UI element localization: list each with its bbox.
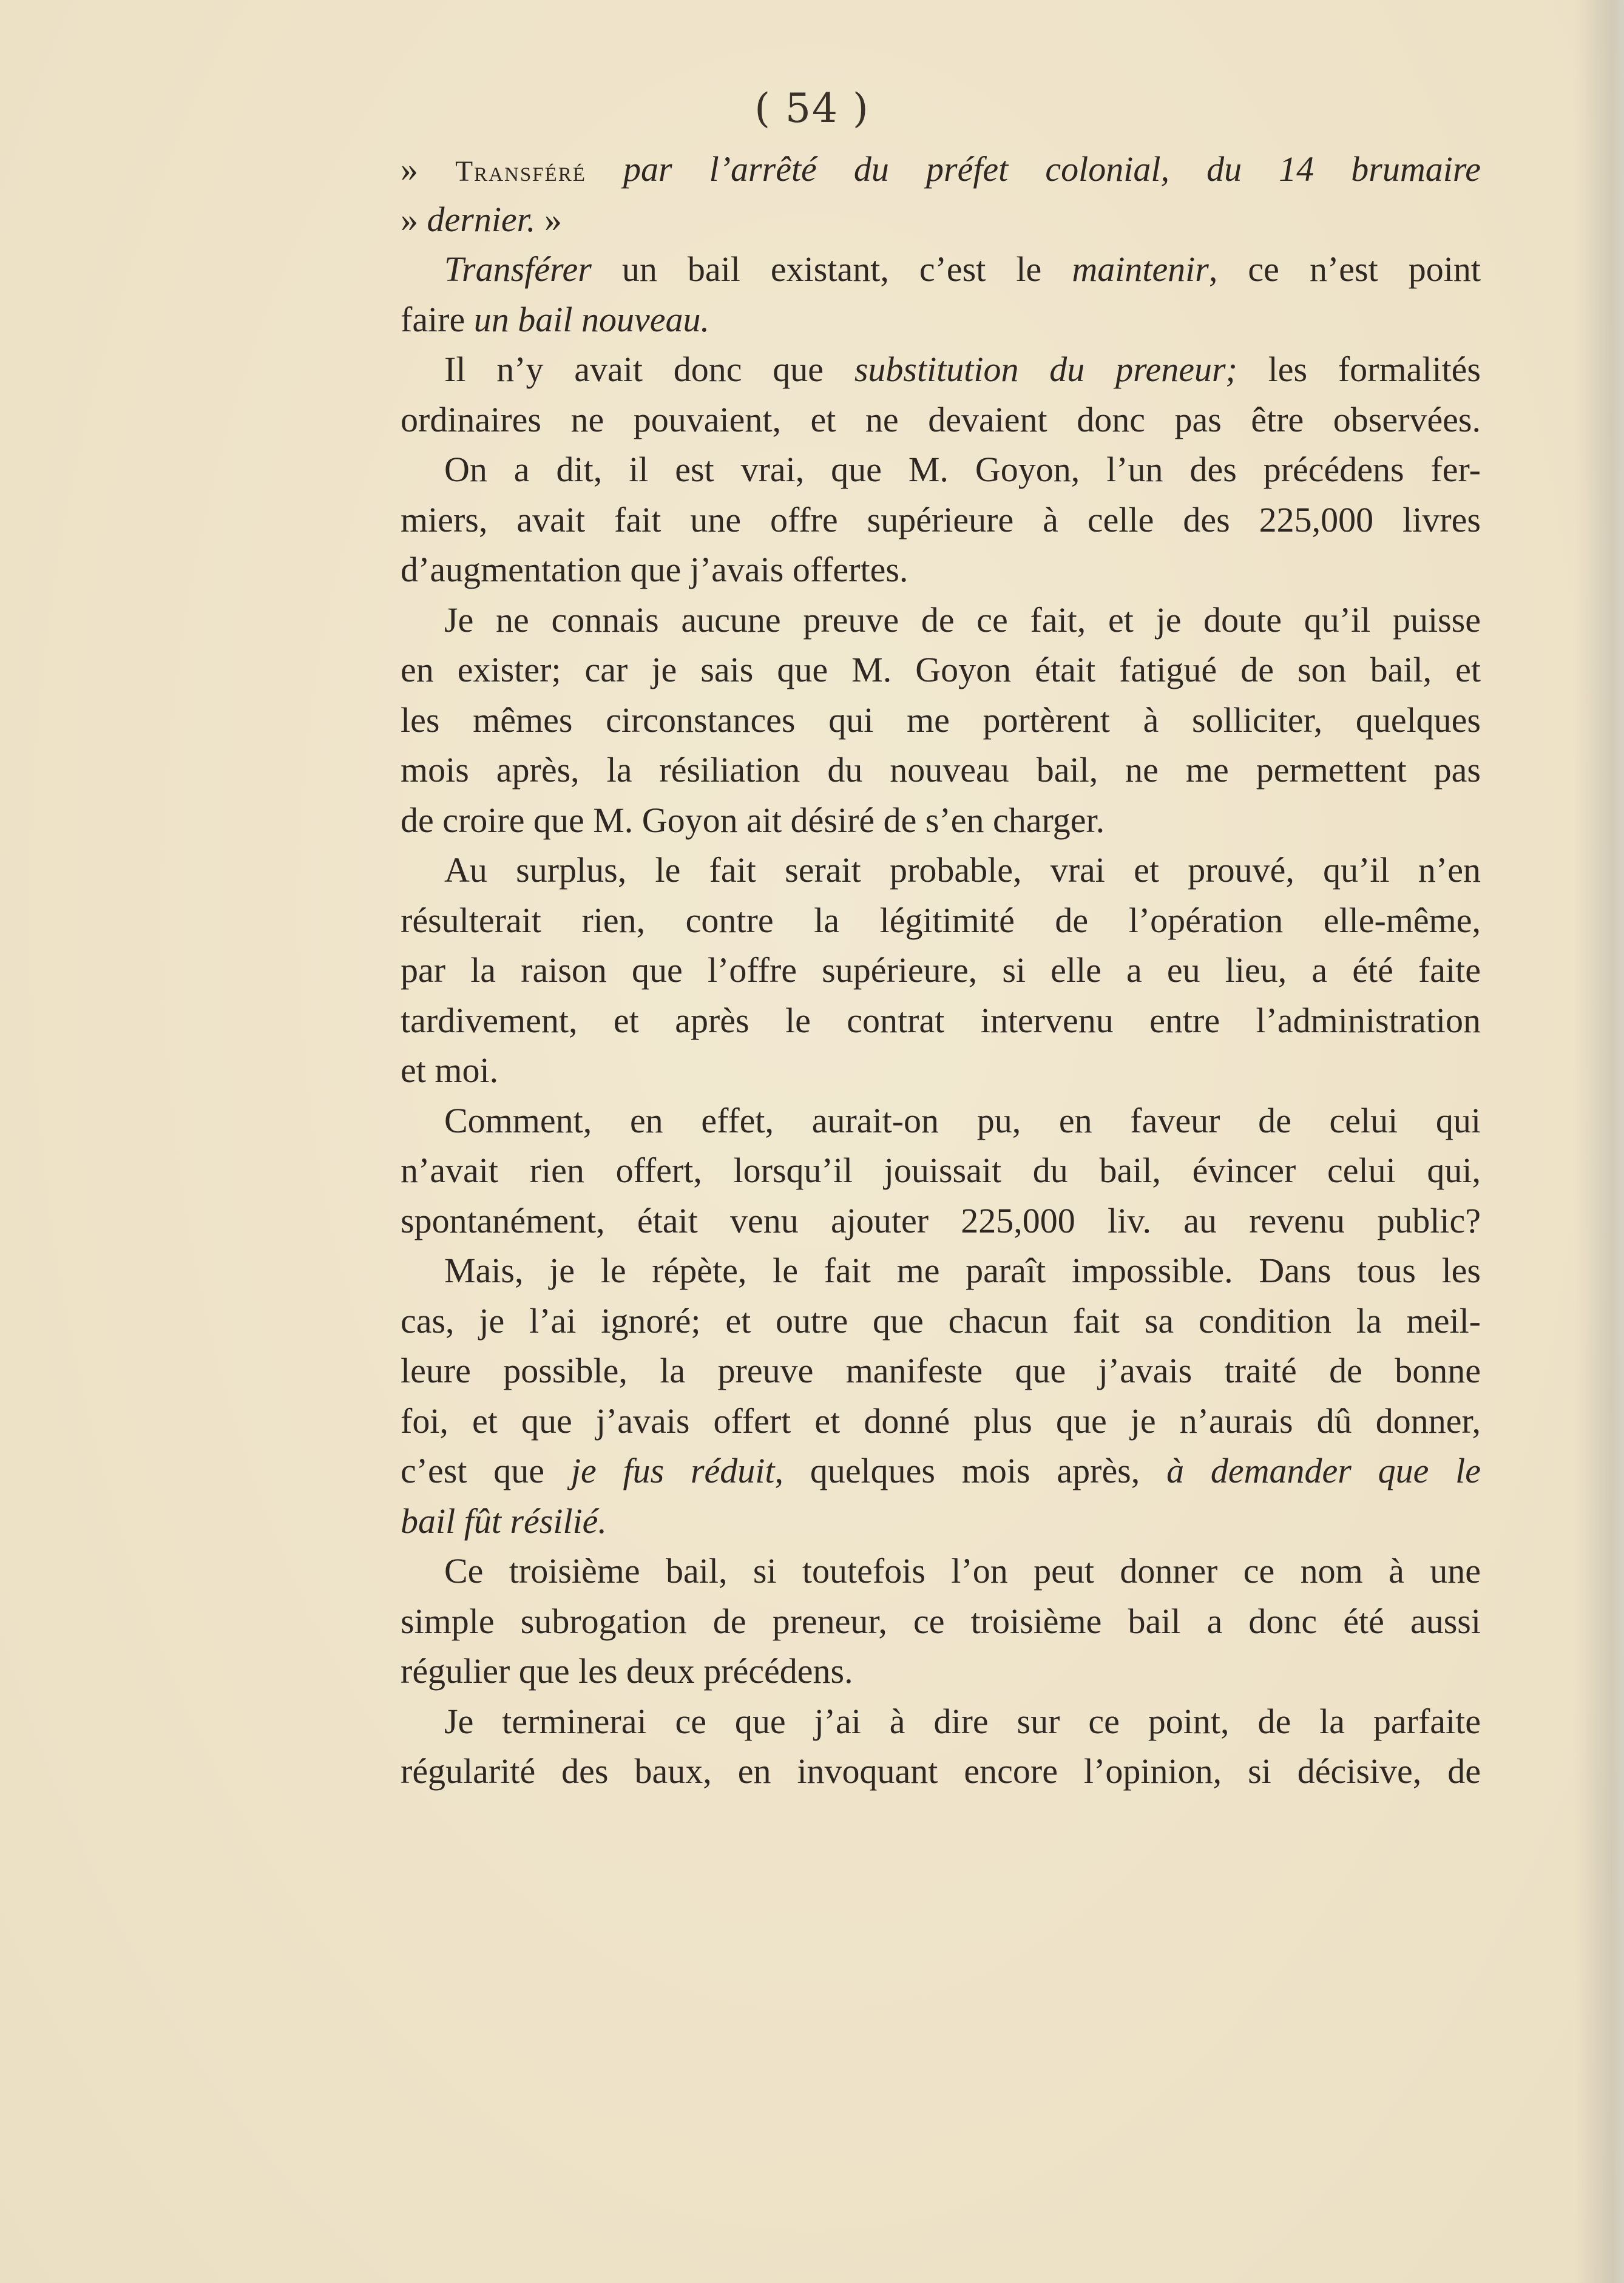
text-segment: foi, et que j’avais offert et donné plus que je n’aurais dû donner,: [401, 1401, 1481, 1441]
text-segment: de croire que M. Goyon ait désiré de s’en charger.: [401, 800, 1105, 840]
text-line: [401, 695, 1481, 746]
text-segment: »: [401, 199, 427, 239]
text-segment: miers, avait fait une offre supérieure à celle des 225,000 livres: [401, 499, 1481, 539]
text-segment: n’avait rien offert, lorsqu’il jouissait du bail, évincer celui qui,: [401, 1151, 1481, 1190]
text-segment: les mêmes circonstances qui me portèrent à solliciter, quelques: [401, 700, 1481, 740]
text-line: [401, 495, 1481, 546]
text-segment: »: [535, 199, 562, 239]
text-line: [401, 896, 1481, 946]
text-segment: les formalités: [1237, 350, 1481, 389]
text-line: [401, 1446, 1481, 1497]
italic-text: à demander que le: [1166, 1451, 1481, 1490]
text-segment: Ce troisième bail, si toutefois l’on peut donner ce nom à une: [444, 1551, 1481, 1591]
text-line: [401, 1646, 1481, 1697]
page-number: ( 54 ): [754, 85, 870, 132]
text-line: [401, 345, 1481, 395]
text-line: [401, 1146, 1481, 1196]
italic-text: Transférer: [444, 249, 592, 289]
text-line: [401, 245, 1481, 295]
text-line: [401, 1296, 1481, 1347]
text-segment: , quelques mois après,: [774, 1451, 1167, 1490]
text-segment: leure possible, la preuve manifeste que j’avais traité de bonne: [401, 1351, 1481, 1390]
text-segment: cas, je l’ai ignoré; et outre que chacun fait sa condition la meil-: [401, 1300, 1481, 1341]
text-line: [401, 395, 1481, 445]
text-segment: , ce n’est point: [1208, 249, 1481, 289]
text-line: [401, 195, 1481, 245]
text-line: [401, 1597, 1481, 1647]
italic-text: un bail nouveau.: [473, 299, 709, 339]
italic-text: bail fût résilié.: [401, 1501, 607, 1541]
text-line: [401, 1196, 1481, 1246]
text-line: [401, 1546, 1481, 1597]
text-line: [401, 1497, 1481, 1547]
text-line: [401, 1346, 1481, 1396]
text-line: [401, 945, 1481, 996]
text-line: [401, 445, 1481, 495]
text-segment: par la raison que l’offre supérieure, si elle a eu lieu, a été faite: [401, 950, 1481, 990]
italic-text: par l’arrêté du préfet colonial, du 14 brumaire: [586, 149, 1481, 189]
text-line: [401, 1747, 1481, 1797]
body-text: [401, 144, 1481, 1797]
text-line: [401, 745, 1481, 796]
text-segment: ordinaires ne pouvaient, et ne devaient donc pas être observées.: [401, 399, 1481, 439]
text-segment: c’est que: [401, 1451, 571, 1490]
small-caps-text: Transféré: [455, 156, 586, 188]
text-line: [401, 1697, 1481, 1747]
text-segment: Je terminerai ce que j’ai à dire sur ce point, de la parfaite: [444, 1701, 1481, 1741]
text-line: [401, 1046, 1481, 1096]
text-segment: régulier que les deux précédens.: [401, 1651, 853, 1691]
italic-text: maintenir: [1072, 249, 1209, 289]
text-segment: faire: [401, 299, 474, 339]
text-line: [401, 1246, 1481, 1296]
text-line: [401, 144, 1481, 195]
italic-text: je fus réduit: [570, 1451, 775, 1490]
text-segment: Mais, je le répète, le fait me paraît impossible. Dans tous les: [444, 1251, 1481, 1290]
text-segment: et moi.: [401, 1050, 499, 1090]
text-segment: spontanément, était venu ajouter 225,000 liv. au revenu public?: [401, 1200, 1481, 1240]
text-segment: »: [401, 149, 456, 189]
text-segment: résulterait rien, contre la légitimité de l’opération elle-même,: [401, 900, 1481, 940]
text-line: [401, 996, 1481, 1046]
text-line: [401, 845, 1481, 896]
text-segment: tardivement, et après le contrat intervenu entre l’administration: [401, 1000, 1481, 1040]
text-line: [401, 796, 1481, 846]
italic-text: substitution du preneur;: [854, 350, 1237, 389]
text-segment: d’augmentation que j’avais offertes.: [401, 550, 908, 589]
text-line: [401, 1096, 1481, 1146]
text-segment: Au surplus, le fait serait probable, vrai et prouvé, qu’il n’en: [444, 850, 1481, 890]
text-segment: un bail existant, c’est le: [591, 249, 1072, 289]
text-line: [401, 295, 1481, 345]
text-segment: en exister; car je sais que M. Goyon était fatigué de son bail, et: [401, 650, 1481, 689]
text-line: [401, 595, 1481, 646]
text-segment: Comment, en effet, aurait-on pu, en faveur de celui qui: [444, 1100, 1481, 1140]
text-line: [401, 1396, 1481, 1447]
text-segment: Il n’y avait donc que: [444, 350, 854, 389]
text-segment: On a dit, il est vrai, que M. Goyon, l’un des précédens fer-: [444, 450, 1481, 489]
text-segment: simple subrogation de preneur, ce troisième bail a donc été aussi: [401, 1601, 1481, 1641]
text-line: [401, 545, 1481, 595]
text-segment: Je ne connais aucune preuve de ce fait, et je doute qu’il puisse: [444, 600, 1481, 640]
text-segment: mois après, la résiliation du nouveau bail, ne me permettent pas: [401, 750, 1481, 790]
text-segment: régularité des baux, en invoquant encore l’opinion, si décisive, de: [401, 1751, 1481, 1791]
text-line: [401, 645, 1481, 695]
italic-text: dernier.: [427, 199, 536, 239]
